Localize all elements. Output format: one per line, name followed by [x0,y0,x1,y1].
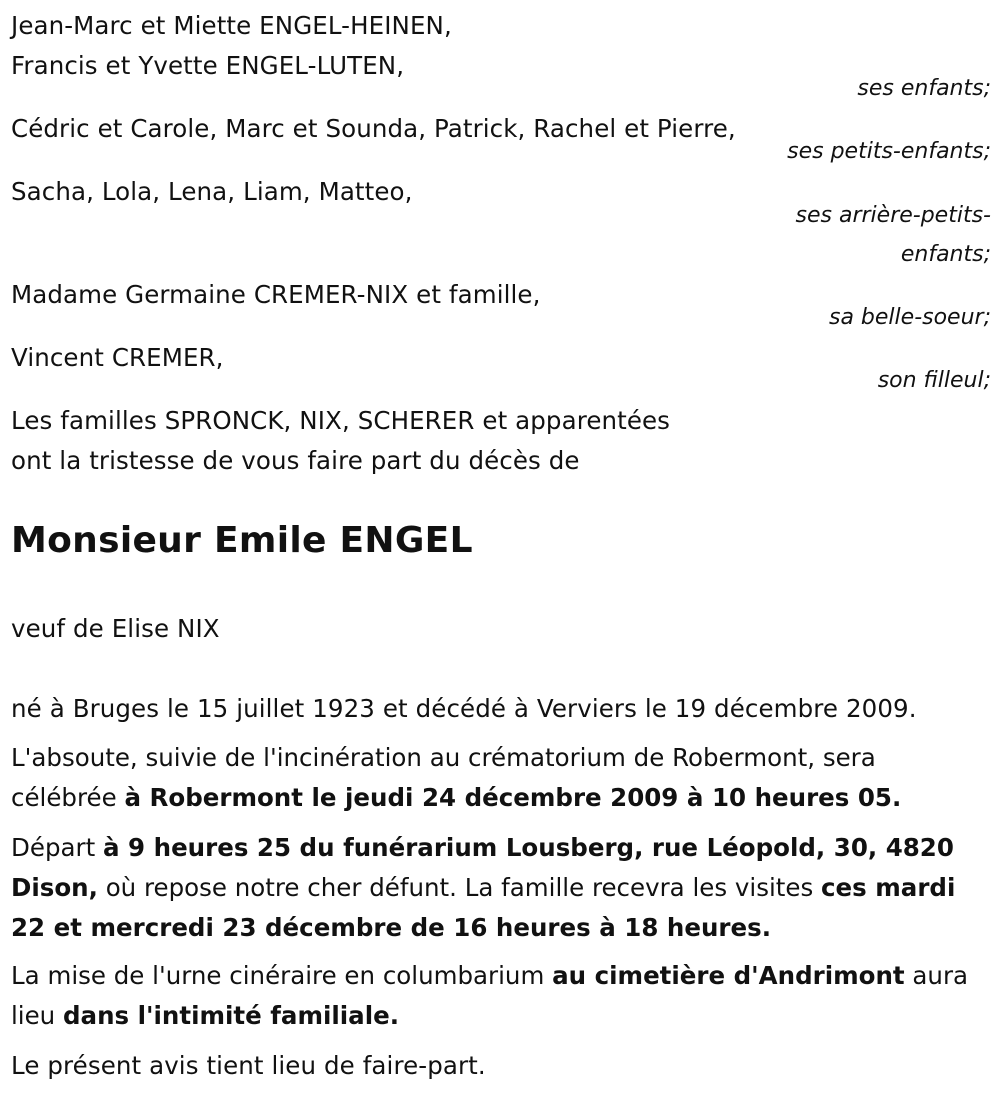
closing-line: Le présent avis tient lieu de faire-part. [11,1051,486,1080]
ceremony-paragraph [11,738,981,818]
ceremony-date-bold: à Robermont le jeudi 24 décembre 2009 à 10 heures 05. [124,783,902,812]
family-line-godson: Vincent CREMER, [11,343,224,372]
departure-text-1: Départ [11,833,103,862]
intimacy-bold: dans l'intimité familiale. [63,1001,400,1030]
role-sister-in-law: sa belle-soeur; [829,305,991,330]
cemetery-bold: au cimetière d'Andrimont [552,961,905,990]
family-line-children-1: Jean-Marc et Miette ENGEL-HEINEN, [11,11,452,40]
role-godson: son filleul; [877,368,991,393]
family-line-sister-in-law: Madame Germaine CREMER-NIX et famille, [11,280,541,309]
deceased-name: Monsieur Emile ENGEL [11,520,473,561]
family-line-grandchildren: Cédric et Carole, Marc et Sounda, Patrick, Rachel et Pierre, [11,114,736,143]
visits-bold: ces mardi 22 et mercredi 23 décembre de 16 heures à 18 heures. [11,873,956,942]
family-line-families: Les familles SPRONCK, NIX, SCHERER et apparentées [11,406,671,435]
departure-text-2: où repose notre cher défunt. La famille recevra les visites [97,873,822,902]
birth-death-line: né à Bruges le 15 juillet 1923 et décédé à Verviers le 19 décembre 2009. [11,694,917,723]
urn-text-2: aura lieu [11,961,969,1030]
departure-place-bold: à 9 heures 25 du funérarium Lousberg, rue Léopold, 30, 4820 Dison, [11,833,954,902]
ceremony-text: L'absoute, suivie de l'incinération au crématorium de Robermont, sera célébrée [11,743,876,812]
spouse-line: veuf de Elise NIX [11,614,220,643]
family-line-great-grandchildren: Sacha, Lola, Lena, Liam, Matteo, [11,177,413,206]
role-grandchildren: ses petits-enfants; [787,139,991,164]
urn-paragraph [11,956,981,1036]
urn-text-1: La mise de l'urne cinéraire en columbarium [11,961,553,990]
departure-paragraph [11,828,981,948]
role-great-grandchildren-2: enfants; [900,242,991,267]
role-children: ses enfants; [857,76,991,101]
announcement-line: ont la tristesse de vous faire part du décès de [11,446,580,475]
family-line-children-2: Francis et Yvette ENGEL-LUTEN, [11,51,405,80]
role-great-grandchildren-1: ses arrière-petits- [795,203,991,228]
